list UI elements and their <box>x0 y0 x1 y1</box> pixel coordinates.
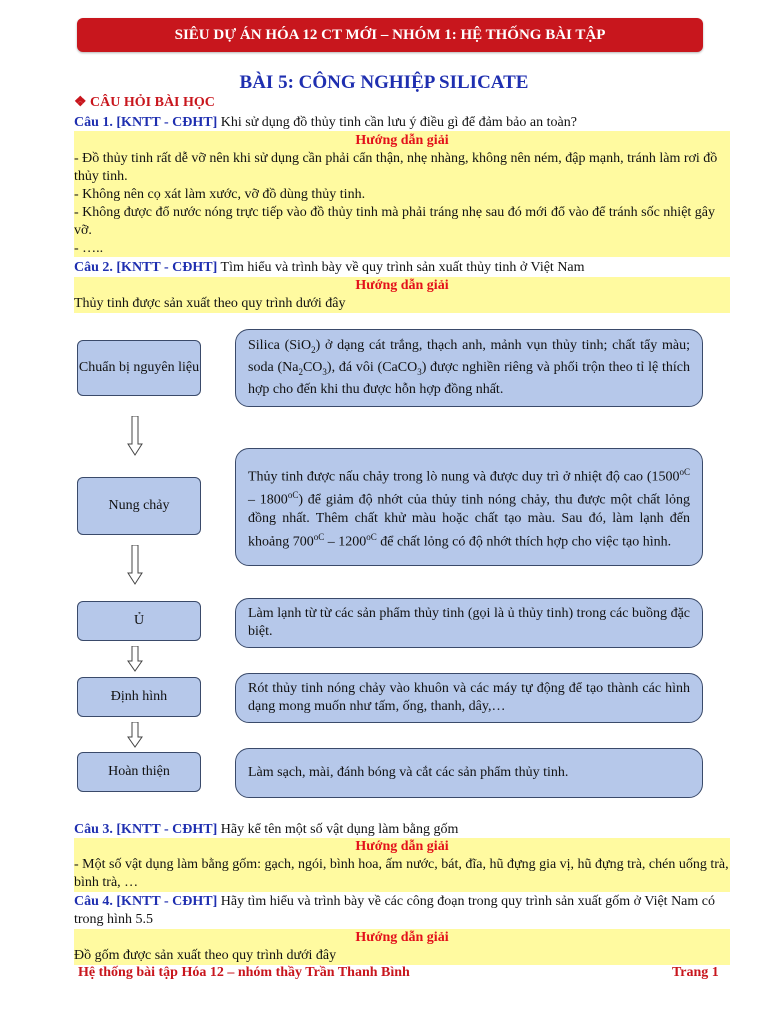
flow-desc-shape <box>235 673 703 723</box>
question-1 <box>74 114 577 132</box>
question-4-label: Câu 4. [KNTT - CĐHT] <box>74 894 218 909</box>
answer-4: Đồ gốm được sản xuất theo quy trình dưới đây <box>74 948 337 963</box>
guide-label-1: Hướng dẫn giải <box>355 133 449 148</box>
flow-step-anneal: Ủ <box>77 601 201 641</box>
answer-2: Thủy tinh được sản xuất theo quy trình dưới đây <box>74 296 346 311</box>
flow-desc-shape-text: Rót thủy tinh nóng chảy vào khuôn và các máy tự động để tạo thành các hình dạng mong muốn như tấm, ống, thanh, dây,… <box>248 681 690 714</box>
footer-left: Hệ thống bài tập Hóa 12 – nhóm thầy Trần Thanh Bình <box>78 965 410 980</box>
section-heading: ❖ CÂU HỎI BÀI HỌC <box>74 95 215 110</box>
guide-label-4: Hướng dẫn giải <box>355 930 449 945</box>
question-2-text: Tìm hiểu và trình bày về quy trình sản xuất thủy tinh ở Việt Nam <box>217 260 585 275</box>
flow-desc-prepare <box>235 329 703 407</box>
guide-label-2: Hướng dẫn giải <box>355 278 449 293</box>
header-banner: SIÊU DỰ ÁN HÓA 12 CT MỚI – NHÓM 1: HỆ THỐNG BÀI TẬP <box>77 18 703 52</box>
flow-step-melt: Nung chảy <box>77 477 201 535</box>
flow-desc-anneal-text: Làm lạnh từ từ các sản phẩm thủy tinh (gọi là ủ thủy tinh) trong các buồng đặc biệt. <box>248 606 690 639</box>
answer-1 <box>74 150 730 258</box>
question-4-text: Hãy tìm hiểu và trình bày về các công đoạn trong quy trình sản xuất gốm ở Việt Nam có trong hình 5.5 <box>74 894 716 927</box>
question-1-label: Câu 1. [KNTT - CĐHT] <box>74 115 218 130</box>
flow-desc-prepare-text: Silica (SiO$_2$) ở dạng cát trắng, thạch anh, mảnh vụn thủy tinh; chất tẩy màu; soda $(Na_2CO_3)$, đá vôi (CaCO$_3$) được nghiền riêng và phối trộn theo tỉ lệ thích hợp cho đến khi thu được hỗn hợp đồng nhất. <box>248 338 691 397</box>
flow-desc-finish-text: Làm sạch, mài, đánh bóng và cắt các sản phẩm thủy tinh. <box>248 765 569 780</box>
lesson-title: BÀI 5: CÔNG NGHIỆP SILICATE <box>239 72 529 93</box>
flow-step-prepare: Chuẩn bị nguyên liệu <box>77 340 201 396</box>
question-3-label: Câu 3. [KNTT - CĐHT] <box>74 822 218 837</box>
flow-desc-melt <box>235 448 703 566</box>
question-2-label: Câu 2. [KNTT - CĐHT] <box>74 260 218 275</box>
down-arrow-icon <box>127 545 143 585</box>
question-4 <box>74 893 730 929</box>
guide-label-3: Hướng dẫn giải <box>355 839 449 854</box>
answer-1-line: - Không được đổ nước nóng trực tiếp vào đồ thủy tinh mà phải tráng nhẹ sau đó mới đổ vào để tránh sốc nhiệt gây vỡ. <box>74 205 716 238</box>
down-arrow-icon <box>127 646 143 672</box>
down-arrow-icon <box>127 722 143 748</box>
page-number: Trang 1 <box>672 965 719 980</box>
answer-1-line: - Đồ thủy tinh rất dễ vỡ nên khi sử dụng cần phải cẩn thận, nhẹ nhàng, không nên ném, đập mạnh, tránh làm rơi đồ thủy tinh. <box>74 151 718 184</box>
answer-3: - Một số vật dụng làm bằng gốm: gạch, ngói, bình hoa, ấm nước, bát, đĩa, hũ đựng gia vị, hũ đựng trà, chén uống trà, bình trà, … <box>74 857 729 890</box>
question-3 <box>74 821 458 839</box>
flow-step-finish: Hoàn thiện <box>77 752 201 792</box>
answer-1-line: - ….. <box>74 241 104 256</box>
flow-desc-melt-text: Thủy tinh được nấu chảy trong lò nung và được duy trì ở nhiệt độ cao $(1500^{oC} - 1800^{oC})$ để giảm độ nhớt của thủy tinh nóng chảy, thu được một chất lỏng đồng nhất. Thêm chất khử màu hoặc chất tạo màu. Sau đó, làm lạnh đến khoảng $700^{oC} - 1200^{oC}$ để chất lỏng có độ nhớt thích hợp cho việc tạo hình. <box>248 466 691 550</box>
flow-desc-finish <box>235 748 703 798</box>
flow-desc-anneal <box>235 598 703 648</box>
flow-step-shape: Định hình <box>77 677 201 717</box>
down-arrow-icon <box>127 416 143 456</box>
question-1-text: Khi sử dụng đồ thủy tinh cần lưu ý điều gì để đảm bảo an toàn? <box>217 115 577 130</box>
answer-1-line: - Không nên cọ xát làm xước, vỡ đồ dùng thủy tinh. <box>74 187 366 202</box>
question-2 <box>74 259 585 277</box>
question-3-text: Hãy kể tên một số vật dụng làm bằng gốm <box>217 822 459 837</box>
